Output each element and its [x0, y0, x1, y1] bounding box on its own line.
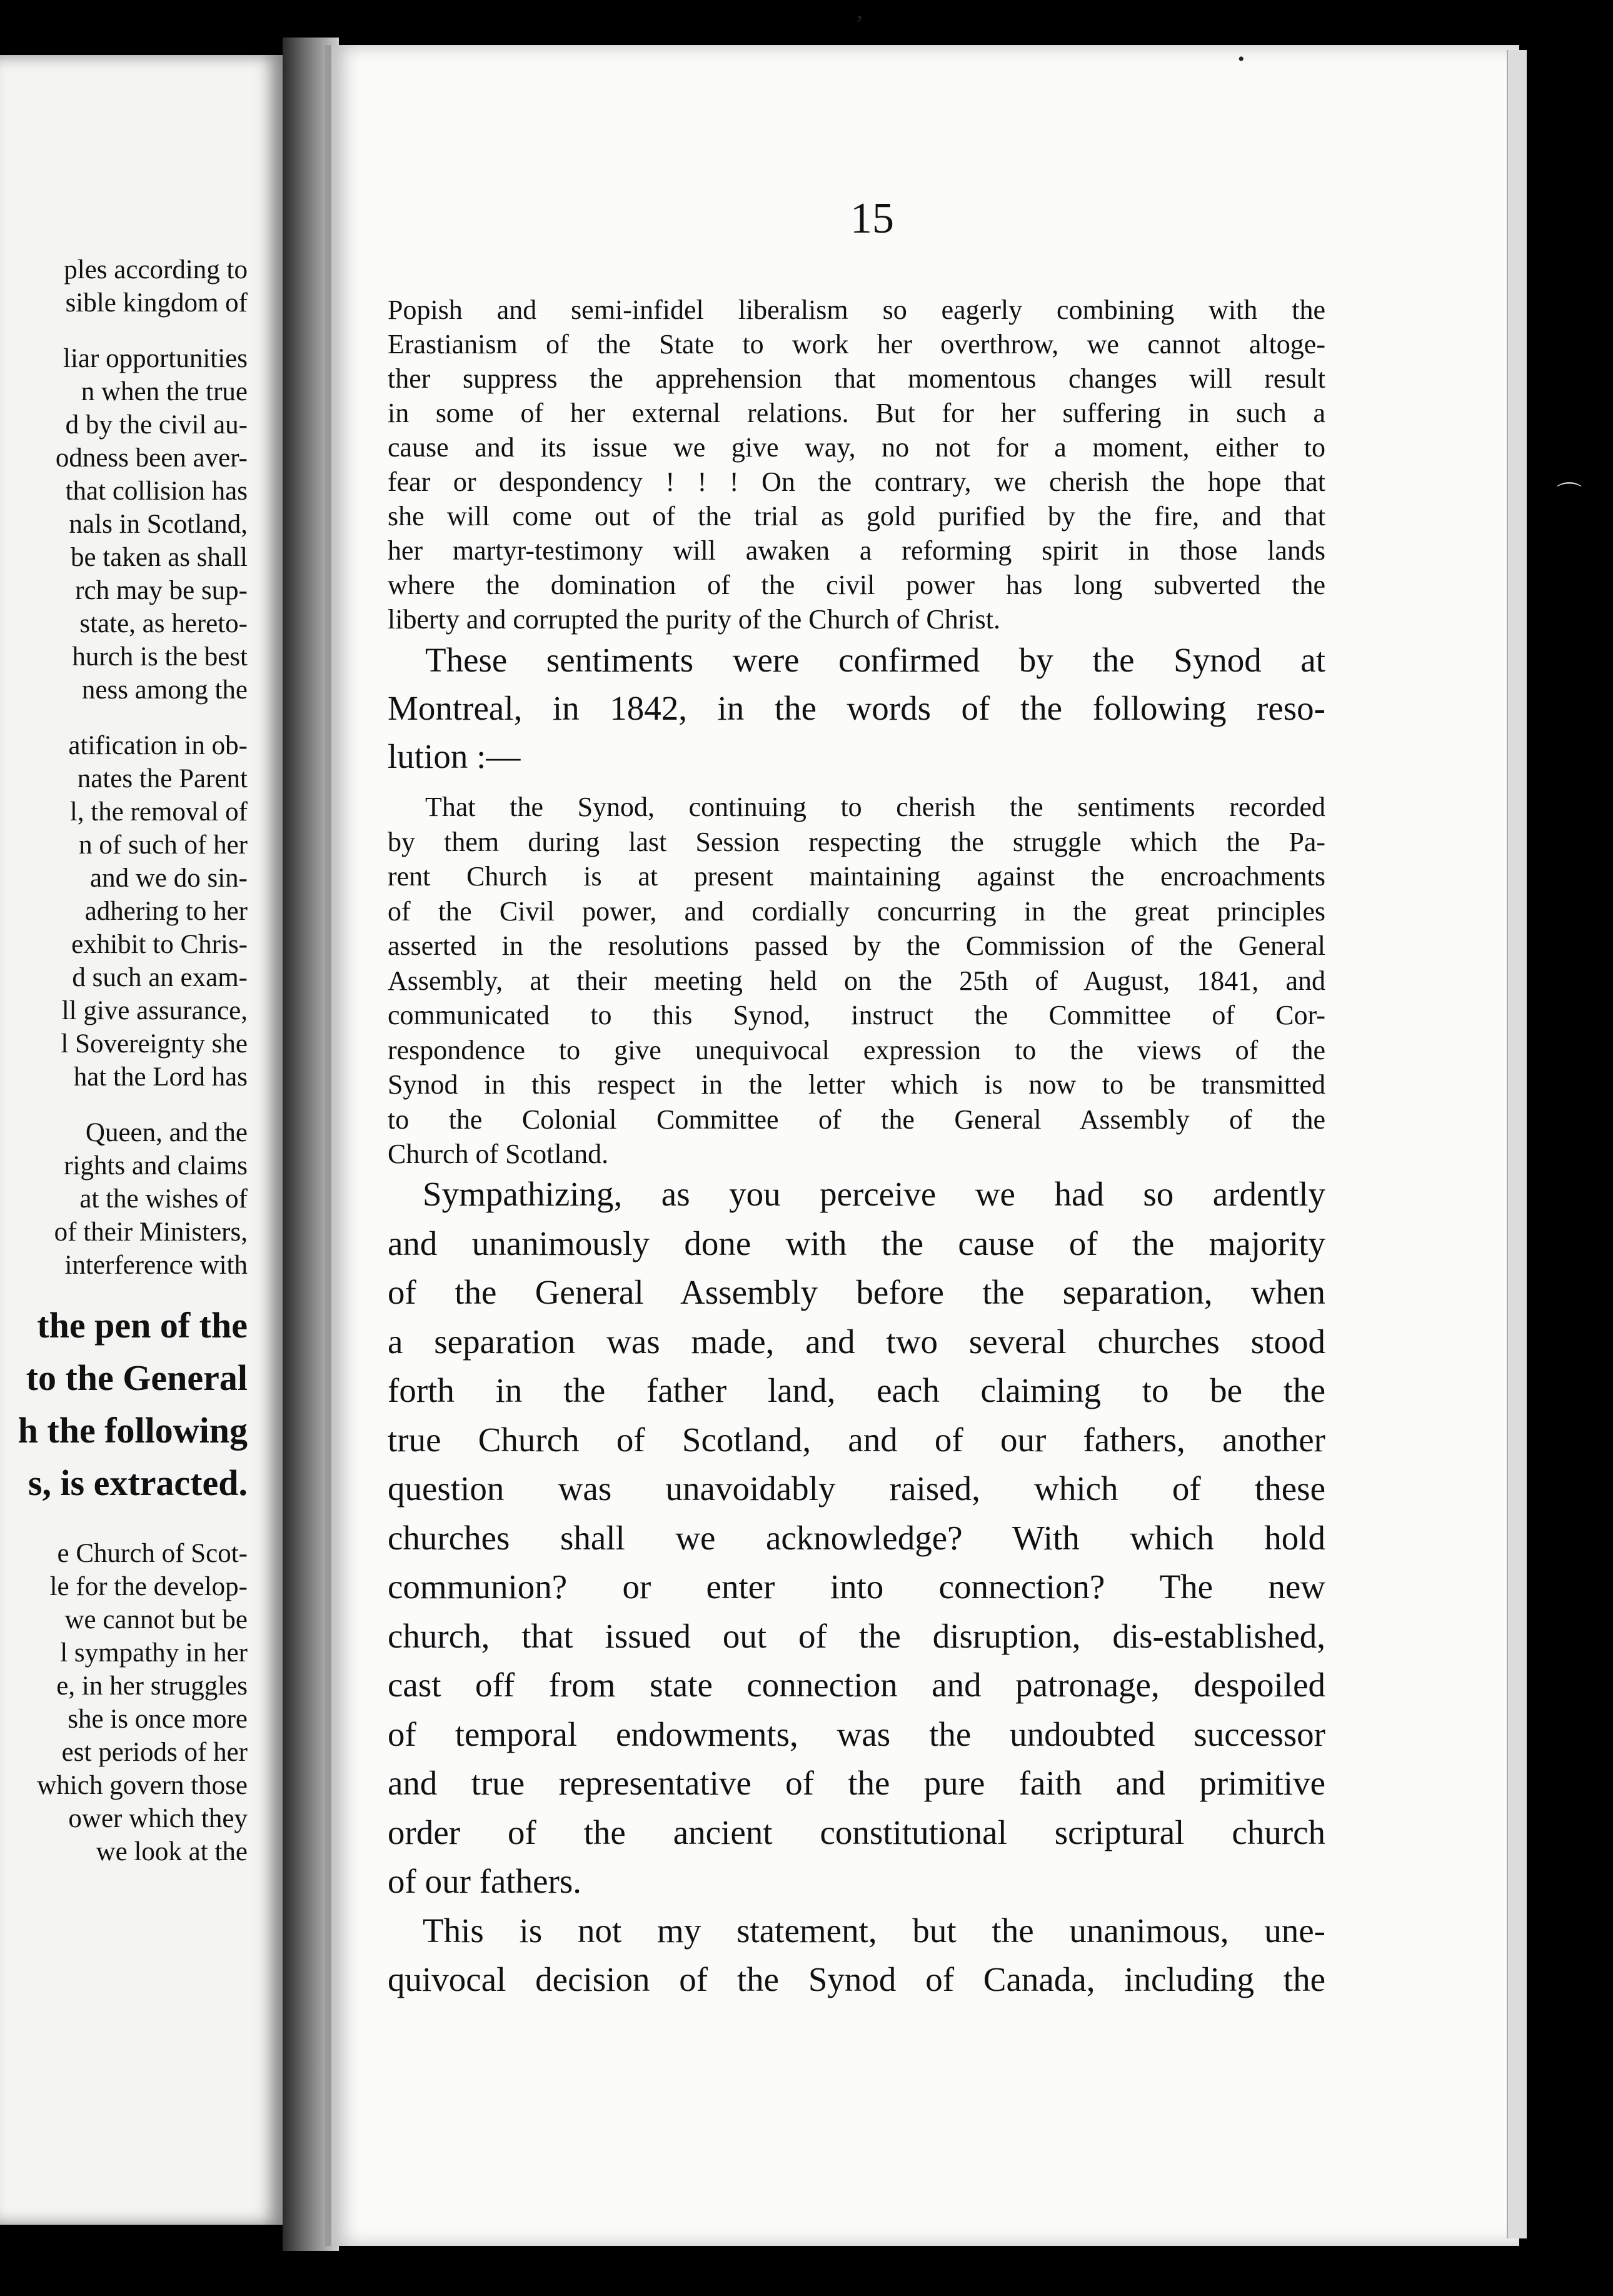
body-text-line: church, that issued out of the disruption, dis-established,	[388, 1616, 1325, 1655]
resolution-text-line: rent Church is at present maintaining against the encroachments	[388, 861, 1325, 892]
left-page-line: ll give assurance,	[61, 996, 248, 1025]
left-page-line: ower which they	[68, 1804, 248, 1833]
body-text-line: This is not my statement, but the unanimous, une-	[423, 1911, 1325, 1950]
left-page-line: n of such of her	[79, 830, 248, 860]
resolution-text-line: Assembly, at their meeting held on the 25th of August, 1841, and	[388, 965, 1325, 996]
quoted-text-line: ther suppress the apprehension that momentous changes will result	[388, 363, 1325, 394]
left-page-line: at the wishes of	[79, 1184, 248, 1214]
body-text-line: and true representative of the pure faith and primitive	[388, 1764, 1325, 1802]
left-page-line: sible kingdom of	[65, 288, 248, 318]
left-page-line: ples according to	[64, 255, 248, 284]
left-page-line: hat the Lord has	[73, 1062, 248, 1092]
resolution-text-line: to the Colonial Committee of the General Assembly of the	[388, 1104, 1325, 1135]
left-page-line: and we do sin-	[90, 864, 248, 893]
body-text-line: true Church of Scotland, and of our fathers, another	[388, 1420, 1325, 1459]
resolution-text-line: by them during last Session respecting the struggle which the Pa-	[388, 826, 1325, 857]
body-text-line: order of the ancient constitutional scriptural church	[388, 1813, 1325, 1851]
body-text-line: question was unavoidably raised, which of these	[388, 1469, 1325, 1508]
left-page-line: state, as hereto-	[79, 609, 248, 638]
speck-mark: •	[1238, 49, 1245, 69]
left-page-line: ness among the	[81, 675, 248, 705]
left-page-line: interference with	[64, 1251, 248, 1280]
body-text-line: of the General Assembly before the separation, when	[388, 1273, 1325, 1311]
left-page-line: rch may be sup-	[75, 576, 248, 605]
body-text-line: of temporal endowments, was the undoubted successor	[388, 1714, 1325, 1753]
left-page-line: nates the Parent	[77, 764, 248, 793]
left-page-line: atification in ob-	[68, 731, 248, 760]
quoted-text-line: her martyr-testimony will awaken a reforming spirit in those lands	[388, 535, 1325, 566]
left-page-line: that collision has	[65, 476, 248, 506]
left-page-line: we look at the	[96, 1837, 248, 1866]
left-page-line: l sympathy in her	[60, 1638, 248, 1668]
left-page-line: rights and claims	[64, 1151, 248, 1181]
left-page-line: to the General	[26, 1357, 248, 1398]
resolution-text-line: Church of Scotland.	[388, 1139, 609, 1169]
left-page-line: est periods of her	[61, 1738, 248, 1767]
left-page-line: le for the develop-	[49, 1572, 248, 1601]
body-text-line: lution :—	[388, 737, 521, 775]
left-page-line: e Church of Scot-	[57, 1539, 248, 1568]
left-page-line: d such an exam-	[72, 963, 248, 992]
resolution-text-line: asserted in the resolutions passed by the Commission of the General	[388, 930, 1325, 961]
quoted-text-line: in some of her external relations. But for her suffering in such a	[388, 398, 1325, 428]
quoted-text-line: cause and its issue we give way, no not for a moment, either to	[388, 432, 1325, 463]
left-page-line: d by the civil au-	[65, 410, 248, 440]
resolution-text-line: Synod in this respect in the letter which is now to be transmitted	[388, 1069, 1325, 1100]
left-page-line: the pen of the	[37, 1305, 248, 1346]
body-text-line: Montreal, in 1842, in the words of the following reso-	[388, 689, 1325, 727]
left-page-line: l, the removal of	[69, 797, 248, 827]
left-page-line: liar opportunities	[63, 344, 248, 373]
speck-mark: ,	[857, 0, 863, 24]
speck-mark: ⌒	[1557, 481, 1582, 509]
quoted-text-line: she will come out of the trial as gold purified by the fire, and that	[388, 501, 1325, 531]
left-page-line: e, in her struggles	[56, 1671, 248, 1701]
body-text-line: These sentiments were confirmed by the Synod at	[425, 641, 1325, 679]
left-page-line: which govern those	[37, 1771, 248, 1800]
body-text-line: a separation was made, and two several churches stood	[388, 1322, 1325, 1361]
left-page-line: of their Ministers,	[54, 1217, 248, 1247]
quoted-text-line: fear or despondency ! ! ! On the contrary, we cherish the hope that	[388, 466, 1325, 497]
left-page-line: be taken as shall	[71, 543, 248, 572]
left-page-line: nals in Scotland,	[69, 510, 248, 539]
left-page-line: h the following	[18, 1410, 248, 1451]
body-text-line: of our fathers.	[388, 1862, 582, 1900]
resolution-text-line: That the Synod, continuing to cherish the sentiments recorded	[425, 792, 1325, 822]
left-page-line: adhering to her	[84, 897, 248, 926]
left-page-line: odness been aver-	[55, 443, 248, 473]
left-page-line: exhibit to Chris-	[71, 930, 248, 959]
left-page-line: s, is extracted.	[28, 1463, 248, 1503]
left-page-line: hurch is the best	[72, 642, 248, 672]
body-text-line: cast off from state connection and patronage, despoiled	[388, 1666, 1325, 1704]
body-text-line: communion? or enter into connection? The new	[388, 1568, 1325, 1606]
quoted-text-line: where the domination of the civil power has long subverted the	[388, 570, 1325, 600]
left-facing-page	[0, 55, 284, 2225]
page-number: 15	[850, 194, 894, 243]
left-page-line: n when the true	[81, 377, 248, 406]
body-text-line: quivocal decision of the Synod of Canada, including the	[388, 1960, 1325, 1998]
left-page-line: she is once more	[68, 1704, 248, 1734]
body-text-line: forth in the father land, each claiming to be the	[388, 1371, 1325, 1409]
left-page-line: we cannot but be	[64, 1605, 248, 1634]
quoted-text-line: liberty and corrupted the purity of the Church of Christ.	[388, 604, 1000, 635]
resolution-text-line: communicated to this Synod, instruct the Committee of Cor-	[388, 1000, 1325, 1030]
resolution-text-line: of the Civil power, and cordially concurring in the great principles	[388, 895, 1325, 927]
page-edge	[1507, 50, 1527, 2238]
left-page-line: Queen, and the	[85, 1118, 248, 1147]
resolution-text-line: respondence to give unequivocal expression to the views of the	[388, 1034, 1325, 1065]
quoted-text-line: Erastianism of the State to work her overthrow, we cannot altoge-	[388, 329, 1325, 360]
quoted-text-line: Popish and semi-infidel liberalism so eagerly combining with the	[388, 295, 1325, 325]
left-page-line: l Sovereignty she	[61, 1029, 248, 1059]
body-text-line: churches shall we acknowledge? With which hold	[388, 1518, 1325, 1557]
body-text-line: and unanimously done with the cause of the majority	[388, 1224, 1325, 1262]
body-text-line: Sympathizing, as you perceive we had so ardently	[423, 1175, 1325, 1213]
